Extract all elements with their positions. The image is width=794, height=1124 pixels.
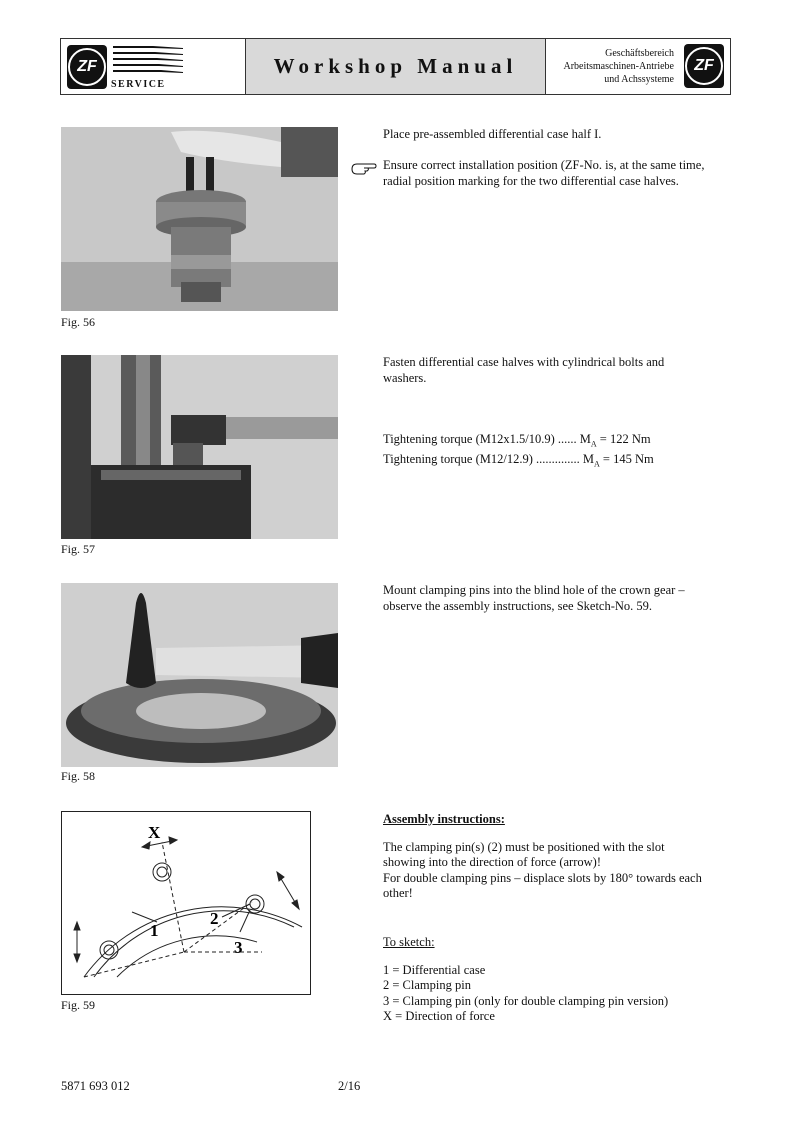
differential-case-photo-icon: [61, 127, 338, 311]
fig-58-photo: [61, 583, 338, 767]
svg-text:2: 2: [210, 909, 219, 928]
crown-gear-hammer-photo-icon: [61, 583, 338, 767]
header-title-cell: [246, 39, 546, 94]
fig-59-caption: Fig. 59: [61, 998, 96, 1012]
fig-56-caption: Fig. 56: [61, 315, 96, 329]
fig-57-photo: [61, 355, 338, 539]
service-stripes-icon: [113, 45, 183, 75]
sketch-legend: To sketch: 1 = Differential case 2 = Clamping pin 3 = Clamping pin (only for double clamping pin version) X = Direction of force: [383, 935, 669, 1023]
zf-logo-icon-right: ZF: [684, 44, 724, 88]
fig-59-sketch: [61, 811, 311, 995]
section-3-text: Mount clamping pins into the blind hole of the crown gear – observe the assembly instructions, see Sketch-No. 59.: [383, 583, 685, 613]
header-division-cell: [546, 39, 730, 94]
fig-57-caption: Fig. 57: [61, 542, 96, 556]
fig-58-caption: Fig. 58: [61, 769, 96, 783]
torque-line: Tightening torque (M12/12.9) .............. $M_A = 145$ Nm: [383, 452, 654, 469]
section-4-text: Assembly instructions: The clamping pin(s) (2) must be positioned with the slot showing into the direction of force (arrow)! For double clamping pins – displace slots by 180° towards each other!: [383, 812, 702, 900]
section-2-text: Fasten differential case halves with cylindrical bolts and washers.: [383, 355, 665, 385]
section-1-note: Ensure correct installation position (ZF-No. is, at the same time, radial position marking for the two differential case halves.: [383, 158, 705, 188]
clamping-pin-sketch-icon: [62, 812, 310, 994]
page-title: Workshop Manual: [273, 54, 518, 78]
header-logo-cell: [61, 39, 246, 94]
svg-text:X: X: [148, 823, 161, 842]
section-1-text: Place pre-assembled differential case half I.: [383, 127, 602, 141]
svg-text:1: 1: [150, 921, 159, 940]
doc-number: 5871 693 012: [61, 1079, 130, 1093]
service-label: SERVICE: [111, 79, 166, 90]
torque-line: Tightening torque (M12x1.5/10.9) ...... $M_A = 122$ Nm: [383, 432, 651, 449]
fig-56-photo: [61, 127, 338, 311]
svg-text:3: 3: [234, 938, 243, 957]
zf-logo-icon: ZF: [67, 45, 107, 89]
pointing-hand-icon: [350, 160, 378, 176]
page-number: 2/16: [338, 1079, 361, 1093]
torque-wrench-photo-icon: [61, 355, 338, 539]
torque-values: [383, 432, 654, 472]
division-text: Geschäftsbereich Arbeitsmaschinen-Antriebe und Achssysteme: [563, 48, 674, 85]
assembly-heading: Assembly instructions:: [383, 812, 505, 826]
sketch-heading: To sketch:: [383, 935, 435, 949]
page-header: [60, 38, 731, 95]
